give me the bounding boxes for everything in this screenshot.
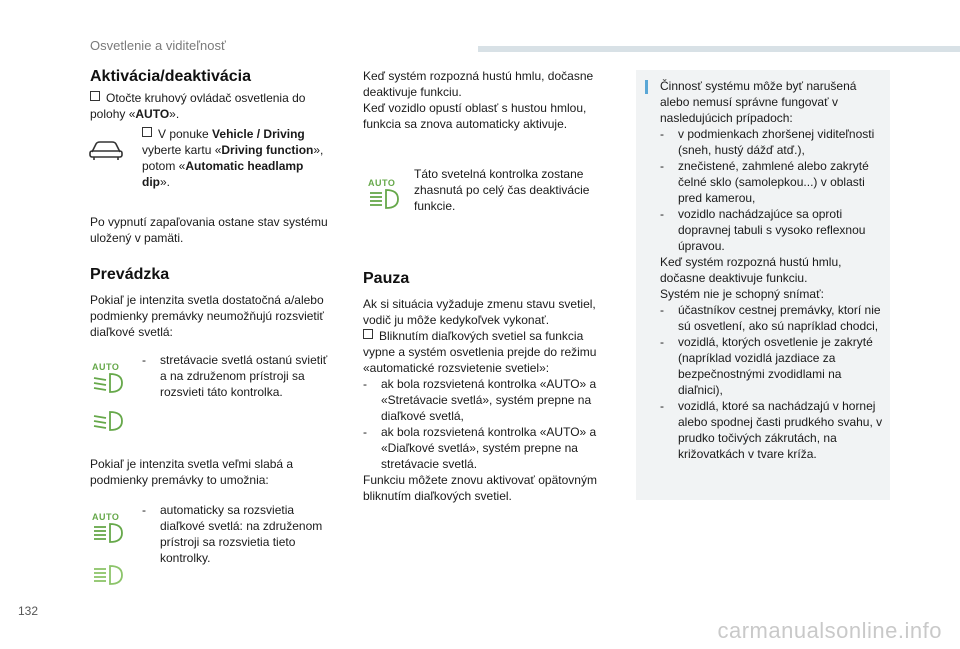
- pauza-intro: Ak si situácia vyžaduje zmenu stavu svetiel, vodič ju môže kedykoľvek vykonať.: [363, 297, 596, 327]
- info-fog: Keď systém rozpozná hustú hmlu, dočasne deaktivuje funkciu.: [660, 255, 842, 285]
- step-checkbox-icon: [142, 127, 152, 137]
- prevadzka-intro: Pokiaľ je intenzita svetla dostatočná a/alebo podmienky premávky neumožňujú rozsvietiť diaľkové svetlá:: [90, 293, 324, 339]
- heading-aktivacia: Aktivácia/deaktivácia: [90, 68, 251, 85]
- auto-label: AUTO: [92, 362, 120, 372]
- info-case-1: - v podmienkach zhoršenej viditeľnosti (sneh, hustý dážď atď.),: [660, 127, 875, 157]
- auto-label: AUTO: [92, 512, 120, 522]
- step-checkbox-icon: [363, 329, 373, 339]
- highbeam-lamp: [92, 564, 124, 586]
- high-beam-icon: [368, 188, 400, 210]
- car-settings-icon: [86, 136, 126, 162]
- step-menu-select: V ponuke Vehicle / Driving vyberte kartu «Driving function», potom «Automatic headlamp dip».: [142, 127, 324, 189]
- high-beam-icon: [92, 522, 124, 544]
- page-number: 132: [18, 604, 39, 618]
- info-cant: Systém nie je schopný snímať:: [660, 287, 824, 301]
- info-detect-3: - vozidlá, ktoré sa nachádzajú v hornej alebo spodnej časti prudkého svahu, v prudko točivých zákrutách, na križovatkách v tvare kríža.: [660, 399, 883, 461]
- low-beam-icon: [92, 372, 124, 394]
- header-rule: [478, 46, 960, 52]
- pauza-step: Bliknutím diaľkových svetiel sa funkcia vypne a systém osvetlenia prejde do režimu «automatické rozsvietenie svetiel»:: [363, 329, 597, 375]
- pauza-body: [363, 296, 613, 504]
- heading-pauza: Pauza: [363, 270, 410, 287]
- lamp-note: Táto svetelná kontrolka zostane zhasnutá po celý čas deaktivácie funkcie.: [414, 167, 590, 213]
- watermark: carmanualsonline.info: [717, 618, 942, 643]
- auto-highbeam-off-lamp: [368, 178, 400, 210]
- prevadzka-item-lowbeam: - stretávacie svetlá ostanú svietiť a na združenom prístroji sa rozsvieti táto kontrolka.: [142, 353, 328, 399]
- pauza-sub2: - ak bola rozsvietená kontrolka «AUTO» a «Diaľkové svetlá», systém prepne na stretávacie svetlá.: [363, 425, 597, 471]
- prevadzka-item-highbeam: - automaticky sa rozsvietia diaľkové svetlá: na združenom prístroji sa rozsvietia tieto kontrolky.: [142, 503, 323, 565]
- info-detect-1: - účastníkov cestnej premávky, ktorí nie sú osvetlení, ako sú napríklad chodci,: [660, 303, 881, 333]
- info-detect-2: - vozidlá, ktorých osvetlenie je zakryté (napríklad vozidlá jazdiace za bezpečnostnými zvodidlami na diaľnici),: [660, 335, 873, 397]
- lowbeam-lamp: [92, 410, 124, 432]
- section-title: Osvetlenie a viditeľnosť: [90, 38, 226, 53]
- info-case-3: - vozidlo nachádzajúce sa oproti dopravnej tabuli s vysoko reflexnou úpravou.: [660, 207, 866, 253]
- pauza-sub1: - ak bola rozsvietená kontrolka «AUTO» a «Stretávacie svetlá», systém prepne na diaľkové svetlá,: [363, 377, 597, 423]
- high-beam-icon: [92, 564, 124, 586]
- auto-label: AUTO: [368, 178, 396, 188]
- step-checkbox-icon: [90, 91, 100, 101]
- auto-lowbeam-lamp: [92, 362, 124, 394]
- fog-note: Keď systém rozpozná hustú hmlu, dočasne deaktivuje funkciu. Keď vozidlo opustí oblasť s hustou hmlou, funkcia sa znova automaticky aktivuje.: [363, 69, 594, 131]
- heading-prevadzka: Prevádzka: [90, 266, 170, 283]
- pauza-outro: Funkciu môžete znovu aktivovať opätovným bliknutím diaľkových svetiel.: [363, 473, 597, 503]
- info-case-2: - znečistené, zahmlené alebo zakryté čelné sklo (samolepkou...) v oblasti pred kamerou,: [660, 159, 869, 205]
- info-content: [660, 78, 884, 462]
- prevadzka-intro2: Pokiaľ je intenzita svetla veľmi slabá a podmienky premávky to umožnia:: [90, 457, 294, 487]
- info-icon: [645, 80, 648, 94]
- step-rotate-dial: Otočte kruhový ovládač osvetlenia do polohy «AUTO».: [90, 91, 306, 121]
- memory-note: Po vypnutí zapaľovania ostane stav systému uložený v pamäti.: [90, 215, 328, 245]
- low-beam-icon: [92, 410, 124, 432]
- info-intro: Činnosť systému môže byť narušená alebo nemusí správne fungovať v nasledujúcich prípadoch:: [660, 79, 857, 125]
- auto-highbeam-lamp: [92, 512, 124, 544]
